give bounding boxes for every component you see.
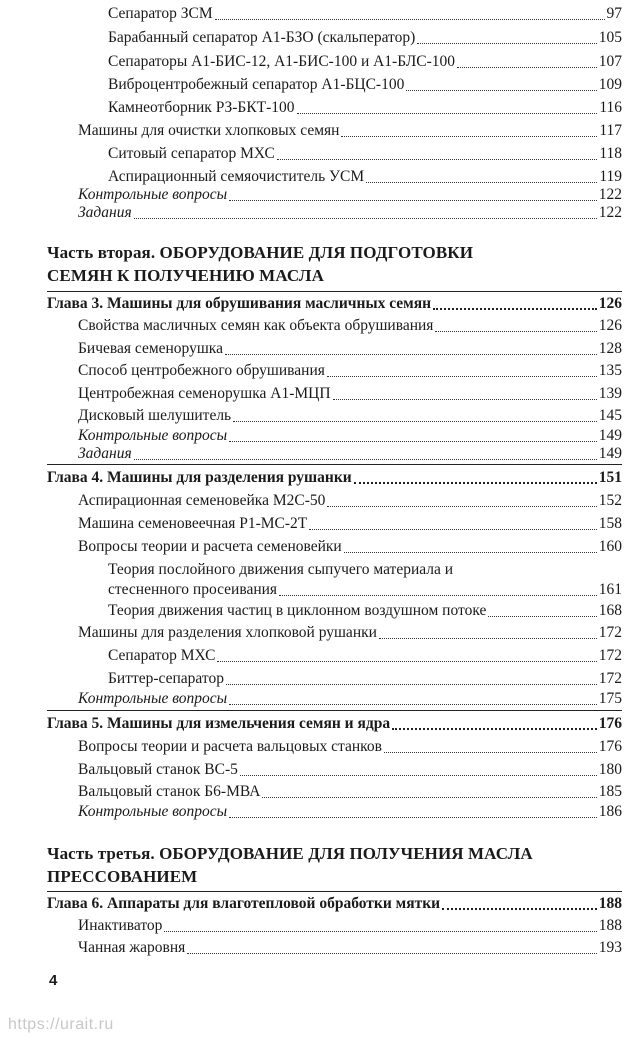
toc-entry-page: 172 (598, 647, 622, 664)
leader-dots (134, 459, 597, 460)
toc-entry (78, 406, 622, 426)
toc-entry-page: 107 (598, 53, 622, 70)
toc-entry (78, 916, 622, 936)
toc-entry (78, 782, 622, 802)
toc-entry-title: Вопросы теории и расчета вальцовых станков (78, 738, 382, 755)
toc-entry-page: 119 (599, 168, 622, 185)
leader-dots (240, 775, 597, 776)
toc-entry-title: Ситовый сепаратор МХС (108, 145, 275, 162)
leader-dots (164, 931, 596, 932)
toc-entry-page: 97 (606, 5, 622, 22)
watermark: https://urait.ru (8, 1016, 114, 1033)
leader-dots (229, 441, 597, 442)
toc-entry-page: 176 (598, 738, 622, 755)
chapter-title: Глава 5. Машины для измельчения семян и ядра (47, 715, 391, 732)
toc-entry-page: 152 (598, 492, 622, 509)
leader-dots (384, 752, 597, 753)
toc-entry-title: Сепаратор МХС (108, 647, 216, 664)
toc-entry-page: 168 (598, 602, 622, 619)
chapter-page: 188 (598, 895, 622, 912)
toc-entry-title: Теория движения частиц в циклонном воздушном потоке (108, 602, 487, 619)
chapter-entry (47, 294, 622, 314)
toc-entry-title: Инактиватор (78, 917, 163, 934)
toc-entry-title: Свойства масличных семян как объекта обрушивания (78, 317, 434, 334)
leader-dots (488, 616, 596, 617)
leader-dots (379, 638, 597, 639)
leader-dots (309, 529, 597, 530)
divider (47, 891, 622, 892)
toc-entry (78, 537, 622, 557)
toc-entry-title-line1: Теория послойного движения сыпучего материала и (108, 561, 454, 578)
toc-entry-page: 122 (598, 186, 622, 203)
toc-entry-title: Биттер-сепаратор (108, 670, 224, 687)
toc-entry (78, 361, 622, 381)
toc-entry-title: Способ центробежного обрушивания (78, 362, 325, 379)
leader-dots (279, 595, 597, 596)
leader-dots (277, 159, 597, 160)
leader-dots (229, 817, 597, 818)
toc-entry-page: 126 (598, 317, 622, 334)
toc-entry (108, 669, 622, 689)
chapter-page: 151 (598, 469, 622, 486)
toc-entry-page: 149 (598, 427, 622, 444)
toc-entry-title: Контрольные вопросы (78, 427, 228, 444)
leader-dots (297, 113, 598, 114)
leader-dots (225, 354, 597, 355)
toc-entry (78, 689, 622, 709)
toc-entry (108, 144, 622, 164)
toc-entry (108, 167, 622, 187)
leader-dots (215, 19, 605, 20)
toc-entry (78, 491, 622, 511)
toc-entry (78, 426, 622, 446)
leader-dots (333, 399, 597, 400)
part-heading-line: ПРЕССОВАНИЕМ (47, 867, 198, 886)
toc-entry (78, 384, 622, 404)
toc-entry-page: 161 (598, 581, 622, 598)
leader-dots (341, 136, 597, 137)
chapter-entry (47, 714, 622, 734)
leader-dots (327, 376, 597, 377)
toc-entry-page: 109 (598, 76, 622, 93)
toc-entry (108, 75, 622, 95)
leader-dots (417, 43, 596, 44)
chapter-title: Глава 3. Машины для обрушивания масличных семян (47, 295, 432, 312)
toc-entry (108, 601, 622, 621)
toc-entry-title: Чанная жаровня (78, 939, 186, 956)
toc-entry (78, 938, 622, 958)
leader-dots (229, 704, 597, 705)
chapter-title: Глава 6. Аппараты для влаготепловой обработки мятки (47, 895, 441, 912)
chapter-entry (47, 468, 622, 488)
leader-dots (327, 506, 596, 507)
leader-dots (433, 308, 597, 310)
part-heading-line: Часть вторая. ОБОРУДОВАНИЕ ДЛЯ ПОДГОТОВКИ (47, 243, 474, 262)
toc-entry-title: Контрольные вопросы (78, 186, 228, 203)
leader-dots (344, 552, 597, 553)
toc-entry-page: 160 (598, 538, 622, 555)
toc-entry-page: 172 (598, 624, 622, 641)
leader-dots (226, 684, 597, 685)
toc-entry-title: Задания (78, 445, 132, 462)
toc-entry-title: Вальцовый станок Б6-МВА (78, 783, 261, 800)
leader-dots (262, 797, 596, 798)
leader-dots (217, 661, 596, 662)
toc-entry-page: 175 (598, 690, 622, 707)
toc-entry-title: Задания (78, 204, 132, 221)
toc-entry (78, 185, 622, 205)
toc-entry-title: Камнеотборник РЗ-БКТ-100 (108, 99, 295, 116)
leader-dots (457, 67, 597, 68)
toc-entry (108, 52, 622, 72)
toc-entry (108, 98, 622, 118)
part-heading-line: Часть третья. ОБОРУДОВАНИЕ ДЛЯ ПОЛУЧЕНИЯ МАСЛА (47, 844, 533, 863)
chapter-title: Глава 4. Машины для разделения рушанки (47, 469, 352, 486)
toc-entry-page: 116 (599, 99, 622, 116)
leader-dots (354, 482, 597, 484)
leader-dots (435, 331, 596, 332)
toc-entry-page: 186 (598, 803, 622, 820)
toc-entry-page: 145 (598, 407, 622, 424)
toc-entry (108, 580, 622, 600)
toc-entry-title: Машины для разделения хлопковой рушанки (78, 624, 377, 641)
toc-entry-title: Дисковый шелушитель (78, 407, 232, 424)
leader-dots (392, 728, 597, 730)
divider (47, 464, 622, 465)
toc-entry (78, 203, 622, 223)
toc-entry-title: Машины для очистки хлопковых семян (78, 122, 340, 139)
toc-entry-page: 149 (598, 445, 622, 462)
chapter-page: 176 (598, 715, 622, 732)
toc-entry (78, 802, 622, 822)
chapter-page: 126 (598, 295, 622, 312)
toc-entry-page: 135 (598, 362, 622, 379)
chapter-entry (47, 894, 622, 914)
toc-entry-page: 122 (598, 204, 622, 221)
toc-entry-page: 118 (599, 145, 622, 162)
divider (47, 291, 622, 292)
leader-dots (187, 953, 596, 954)
toc-entry-page: 139 (598, 385, 622, 402)
toc-entry-title: Контрольные вопросы (78, 803, 228, 820)
leader-dots (442, 908, 597, 910)
toc-entry-page: 188 (598, 917, 622, 934)
toc-entry-page: 105 (598, 29, 622, 46)
toc-entry (78, 339, 622, 359)
toc-entry-page: 128 (598, 340, 622, 357)
toc-entry-title: Контрольные вопросы (78, 690, 228, 707)
toc-entry (78, 760, 622, 780)
leader-dots (406, 90, 596, 91)
toc-entry (78, 444, 622, 464)
toc-entry-title: Виброцентробежный сепаратор А1-БЦС-100 (108, 76, 405, 93)
toc-entry (78, 121, 622, 141)
toc-entry-title: Бичевая семенорушка (78, 340, 223, 357)
leader-dots (233, 421, 597, 422)
toc-entry (78, 737, 622, 757)
page-number: 4 (49, 972, 58, 989)
part-heading-line: СЕМЯН К ПОЛУЧЕНИЮ МАСЛА (47, 266, 324, 285)
leader-dots (229, 200, 597, 201)
toc-entry-title: Вопросы теории и расчета семеновейки (78, 538, 342, 555)
divider (47, 710, 622, 711)
toc-entry (78, 514, 622, 534)
toc-entry (78, 623, 622, 643)
toc-entry-title: Сепараторы А1-БИС-12, А1-БИС-100 и А1-БЛС-100 (108, 53, 455, 70)
toc-entry-title: Аспирационная семеновейка М2С-50 (78, 492, 326, 509)
toc-entry-title-line2: стесненного просеивания (108, 581, 278, 598)
toc-entry (78, 316, 622, 336)
toc-entry-title: Вальцовый станок ВС-5 (78, 761, 238, 778)
leader-dots (134, 218, 597, 219)
toc-entry-title: Аспирационный семяочиститель УСМ (108, 168, 365, 185)
toc-entry-title: Барабанный сепаратор А1-БЗО (скальператор) (108, 29, 416, 46)
toc-entry (108, 646, 622, 666)
toc-entry (108, 4, 622, 24)
toc-entry-page: 180 (598, 761, 622, 778)
toc-entry-title: Центробежная семенорушка А1-МЦП (78, 385, 331, 402)
toc-entry-page: 117 (599, 122, 622, 139)
leader-dots (366, 182, 597, 183)
toc-entry-page: 185 (598, 783, 622, 800)
toc-entry-title: Машина семеновеечная Р1-МС-2Т (78, 515, 308, 532)
toc-entry-page: 172 (598, 670, 622, 687)
toc-entry-page: 193 (598, 939, 622, 956)
toc-entry-page: 158 (598, 515, 622, 532)
toc-entry (108, 28, 622, 48)
toc-entry-title: Сепаратор ЗСМ (108, 5, 213, 22)
